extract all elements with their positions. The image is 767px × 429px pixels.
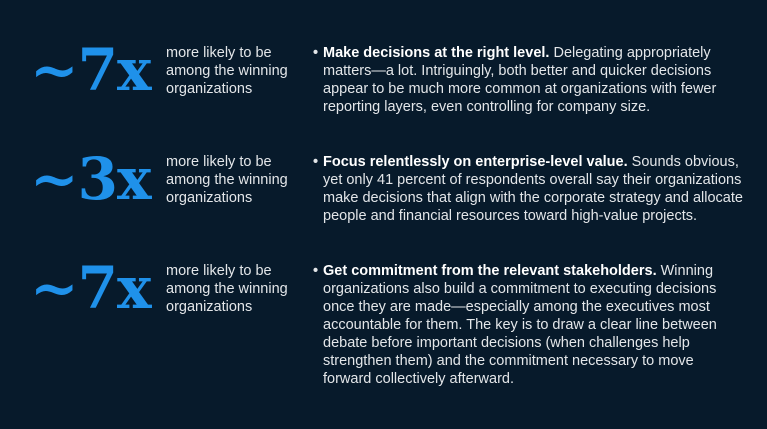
multiplier-stat: ~7x xyxy=(30,36,151,104)
multiplier-stat: ~7x xyxy=(30,254,151,322)
detail-paragraph xyxy=(313,262,743,388)
likelihood-label: more likely to be among the winning organizations xyxy=(166,45,288,97)
detail-heading: Make decisions at the right level. xyxy=(323,45,550,61)
detail-text xyxy=(323,153,743,225)
detail-body: Sounds obvious, yet only 41 percent of respondents overall say their organizations make decisions that align with the corporate strategy and allocate people and financial resources toward high-value projects. xyxy=(323,154,743,224)
likelihood-label: more likely to be among the winning organizations xyxy=(166,263,288,315)
detail-text xyxy=(323,262,743,388)
detail-text xyxy=(323,44,743,116)
likelihood-label: more likely to be among the winning organizations xyxy=(166,154,288,206)
multiplier-stat: ~3x xyxy=(30,145,151,213)
bullet-icon: • xyxy=(313,45,319,61)
detail-paragraph xyxy=(313,44,743,116)
detail-body: Delegating appropriately matters—a lot. Intriguingly, both better and quicker decisions appear to be much more common at organizations with fewer reporting layers, even controlling for company size. xyxy=(323,45,717,115)
detail-body: Winning organizations also build a commitment to executing decisions once they are made—especially among the executives most accountable for them. The key is to draw a clear line between debate before important decisions (when challenges help strengthen them) and the commitment necessary to move forward collectively afterward. xyxy=(323,263,717,387)
detail-heading: Focus relentlessly on enterprise-level value. xyxy=(323,154,628,170)
detail-heading: Get commitment from the relevant stakeholders. xyxy=(323,263,657,279)
bullet-icon: • xyxy=(313,263,319,279)
bullet-icon: • xyxy=(313,154,319,170)
detail-paragraph xyxy=(313,153,743,225)
